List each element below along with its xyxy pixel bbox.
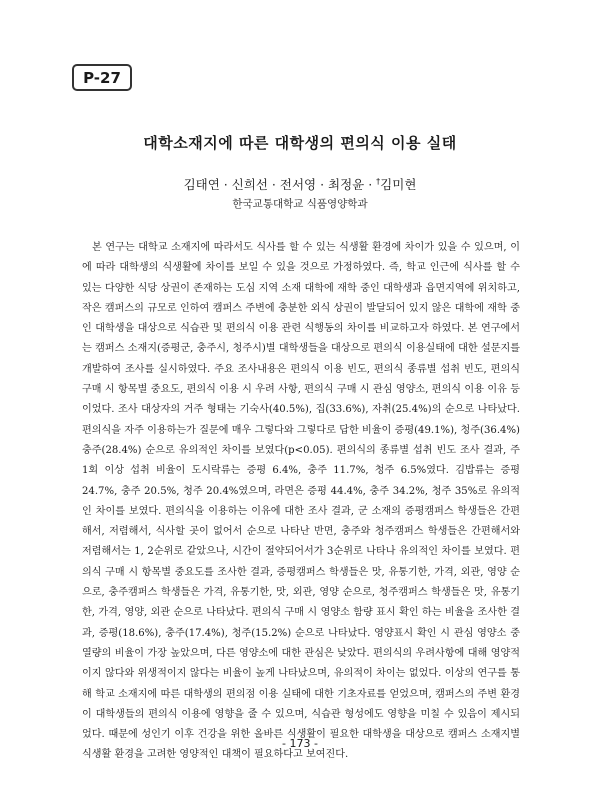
paper-title: 대학소재지에 따른 대학생의 편의식 이용 실태 — [143, 134, 457, 152]
author-list — [0, 175, 600, 193]
author-names: 김태연 · 신희선 · 전서영 · 최정윤 · — [183, 177, 377, 192]
abstract-paragraph: 본 연구는 대학교 소재지에 따라서도 식사를 할 수 있는 식생활 환경에 차이가 있을 수 있으며, 이에 따라 대학생의 식생활에 차이를 보일 수 있을 것으로 가정하였다. 즉, 학교 인근에 식사를 할 수 있는 다양한 식당 상권이 존재하는 도심 지역 소재 대학에 재학 중인 대학생과 읍면지역에 위치하고, 작은 캠퍼스의 규모로 인하여 캠퍼스 주변에 충분한 외식 상권이 발달되어 있지 않은 대학에 재학 중인 대학생을 대상으로 식습관 및 편의식 이용 관련 식행동의 차이를 비교하고자 하였다. 본 연구에서는 캠퍼스 소재지(증평군, 충주시, 청주시)별 대학생들을 대상으로 편의식 이용실태에 대한 설문지를 개발하여 조사를 실시하였다. 주요 조사내용은 편의식 이용 빈도, 편의식 종류별 섭취 빈도, 편의식 구매 시 항목별 중요도, 편의식 이용 시 우려 사항, 편의식 구매 시 관심 영양소, 편의식 이용 이유 등이었다. 조사 대상자의 거주 형태는 기숙사(40.5%), 집(33.6%), 자취(25.4%)의 순으로 나타났다. 편의식을 자주 이용하는가 질문에 매우 그렇다와 그렇다로 답한 비율이 증평(49.1%), 청주(36.4%) 충주(28.4%) 순으로 유의적인 차이를 보였다(p<0.05). 편의식의 종류별 섭취 빈도 조사 결과, 주 1회 이상 섭취 비율이 도시락류는 증평 6.4%, 충주 11.7%, 청주 6.5%였다. 김밥류는 증평 24.7%, 충주 20.5%, 청주 20.4%였으며, 라면은 증평 44.4%, 충주 34.2%, 청주 35%로 유의적인 차이를 보였다. 편의식을 이용하는 이유에 대한 조사 결과, 군 소재의 증평캠퍼스 학생들은 간편해서, 저렴해서, 식사할 곳이 없어서 순으로 나타난 반면, 충주와 청주캠퍼스 학생들은 간편해서와 저렴해서는 1, 2순위로 같았으나, 시간이 절약되어서가 3순위로 나타나 유의적인 차이를 보였다. 편의식 구매 시 항목별 중요도를 조사한 결과, 증평캠퍼스 학생들은 맛, 유통기한, 가격, 외관, 영양 순으로, 충주캠퍼스 학생들은 가격, 유통기한, 맛, 외관, 영양 순으로, 청주캠퍼스 학생들은 맛, 유통기한, 가격, 영양, 외관 순으로 나타났다. 편의식 구매 시 영양소 함량 표시 확인 하는 비율을 조사한 결과, 증평(18.6%), 충주(17.4%), 청주(15.2%) 순으로 나타났다. 영양표시 확인 시 관심 영양소 중 열량의 비율이 가장 높았으며, 다른 영양소에 대한 관심은 낮았다. 편의식의 우려사항에 대해 영양적이지 않다와 위생적이지 않다는 비율이 높게 나타났으며, 유의적이 차이는 없었다. 이상의 연구를 통해 학교 소재지에 따른 대학생의 편의점 이용 실태에 대한 기초자료를 얻었으며, 캠퍼스의 주변 환경이 대학생들의 편의식 이용에 영향을 줄 수 있으며, 식습관 형성에도 영향을 미칠 수 있음이 제시되었다. 때문에 성인기 이후 건강을 위한 올바른 식생활이 필요한 대학생을 대상으로 캠퍼스 소재지별 식생활 환경을 고려한 영양적인 대책이 필요하다고 보여진다. — [82, 242, 520, 761]
poster-number-badge: P-27 — [72, 64, 132, 91]
corresponding-mark: † — [376, 176, 381, 186]
affiliation: 한국교통대학교 식품영양학과 — [232, 198, 368, 210]
page-number: - 173 - — [282, 737, 318, 750]
abstract-body — [82, 238, 520, 766]
corresponding-author: 김미현 — [380, 177, 417, 192]
